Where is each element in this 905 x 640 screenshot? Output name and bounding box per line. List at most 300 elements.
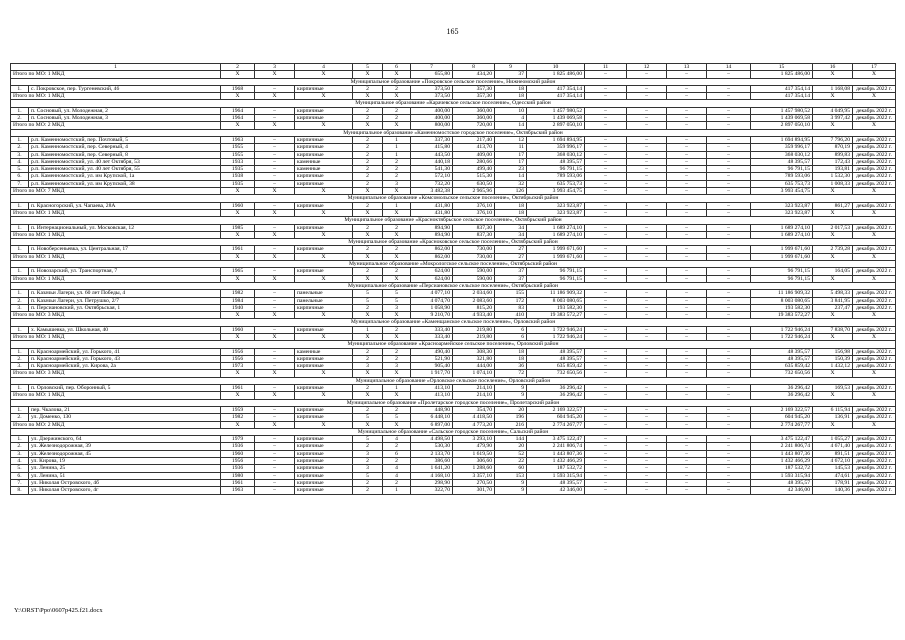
data-cell: 7 838,70 xyxy=(813,326,853,333)
data-cell: – xyxy=(585,268,627,275)
total-cell: 4 933,40 xyxy=(453,312,495,319)
total-cell: X xyxy=(383,253,411,260)
total-cell: X xyxy=(255,231,295,238)
data-cell: 2 xyxy=(353,268,383,275)
data-cell: 337,30 xyxy=(411,136,453,143)
row-number: 1. xyxy=(11,436,29,443)
row-number: 5. xyxy=(11,465,29,472)
data-cell: – xyxy=(255,268,295,275)
table-row xyxy=(11,224,896,231)
data-cell: 1961 xyxy=(221,385,255,392)
data-cell: – xyxy=(255,166,295,173)
data-cell: 2 xyxy=(353,487,383,494)
total-cell: X xyxy=(383,312,411,319)
address-cell: ул. Кирова, 19 xyxy=(29,458,221,465)
data-cell: 1960 xyxy=(221,202,255,209)
data-cell: 9 xyxy=(495,385,527,392)
data-cell: 42 346,00 xyxy=(751,487,813,494)
table-row xyxy=(11,158,896,165)
data-cell: 354,70 xyxy=(453,406,495,413)
data-cell: – xyxy=(707,85,751,92)
total-cell: – xyxy=(585,253,627,260)
table-row xyxy=(11,406,896,413)
data-cell: 34 xyxy=(495,224,527,231)
data-cell: – xyxy=(255,246,295,253)
total-cell: 6 897,00 xyxy=(411,421,453,428)
row-number: 1. xyxy=(11,107,29,114)
data-cell: – xyxy=(667,326,707,333)
data-cell: 6 115,94 xyxy=(813,406,853,413)
table-row xyxy=(11,115,896,122)
total-cell: – xyxy=(667,253,707,260)
total-cell: – xyxy=(667,122,707,129)
total-cell: – xyxy=(585,188,627,195)
data-cell: – xyxy=(667,290,707,297)
data-cell: 164,05 xyxy=(813,268,853,275)
data-cell: 3 xyxy=(353,363,383,370)
row-number: 7. xyxy=(11,479,29,486)
data-cell: – xyxy=(667,487,707,494)
data-cell: 2 017,53 xyxy=(813,224,853,231)
data-cell: 3 xyxy=(353,465,383,472)
data-cell: декабрь 2022 г. xyxy=(853,443,896,450)
data-cell: 1933 xyxy=(221,158,255,165)
total-cell: X xyxy=(255,392,295,399)
data-cell: 521,90 xyxy=(411,355,453,362)
data-cell: 1955 xyxy=(221,151,255,158)
data-cell: 837,30 xyxy=(453,224,495,231)
data-cell: – xyxy=(255,115,295,122)
total-cell: – xyxy=(627,122,667,129)
total-cell: 3 993 454,75 xyxy=(751,188,813,195)
data-cell: 572,10 xyxy=(411,173,453,180)
data-cell: – xyxy=(585,465,627,472)
data-cell: 413,70 xyxy=(453,144,495,151)
total-cell: 894,90 xyxy=(411,231,453,238)
data-cell: 635 859,42 xyxy=(751,363,813,370)
data-cell: 474,61 xyxy=(813,472,853,479)
data-cell: – xyxy=(707,436,751,443)
data-cell: – xyxy=(627,180,667,187)
data-cell: 2 xyxy=(353,224,383,231)
data-cell: – xyxy=(627,414,667,421)
column-number: 16 xyxy=(813,64,853,71)
total-cell: 19 383 572,27 xyxy=(751,312,813,319)
data-cell: 52 xyxy=(495,450,527,457)
data-cell: 2 xyxy=(383,173,411,180)
data-cell: – xyxy=(707,224,751,231)
total-cell: X xyxy=(853,122,896,129)
total-cell: – xyxy=(627,231,667,238)
data-cell: – xyxy=(255,355,295,362)
total-cell: X xyxy=(383,93,411,100)
total-cell: X xyxy=(383,209,411,216)
row-number: 7. xyxy=(11,180,29,187)
data-cell: 5 xyxy=(353,472,383,479)
total-row xyxy=(11,253,896,260)
total-cell: 19 383 572,27 xyxy=(527,312,585,319)
total-cell: – xyxy=(627,71,667,78)
data-cell: 3 475 122,47 xyxy=(527,436,585,443)
data-cell: 2 xyxy=(353,202,383,209)
data-cell: 193 582,30 xyxy=(527,304,585,311)
data-cell: – xyxy=(667,268,707,275)
data-cell: – xyxy=(255,487,295,494)
section-row xyxy=(11,341,896,348)
data-cell: 2 xyxy=(383,443,411,450)
footer-file-path: Y:\ORST\Ppo\0607p425.f21.docx xyxy=(14,607,103,614)
row-number: 5. xyxy=(11,166,29,173)
total-cell: 3 482,38 xyxy=(411,188,453,195)
data-cell: декабрь 2022 г. xyxy=(853,472,896,479)
data-cell: 6 448,10 xyxy=(411,414,453,421)
total-cell: 1 825 486,00 xyxy=(527,71,585,78)
total-cell: X xyxy=(813,188,853,195)
data-cell: 376,10 xyxy=(453,202,495,209)
table-row xyxy=(11,472,896,479)
table-row xyxy=(11,348,896,355)
data-cell: декабрь 2022 г. xyxy=(853,304,896,311)
data-cell: 1940 xyxy=(221,304,255,311)
data-cell: кирпичные xyxy=(295,180,353,187)
data-cell: 156,98 xyxy=(813,348,853,355)
data-cell: 150,39 xyxy=(813,355,853,362)
data-cell: 1 457 980,52 xyxy=(527,107,585,114)
data-cell: 2 241 806,74 xyxy=(751,443,813,450)
data-cell: декабрь 2022 г. xyxy=(853,326,896,333)
total-cell: – xyxy=(627,93,667,100)
data-cell: 1 443 807,36 xyxy=(527,450,585,457)
total-cell: X xyxy=(853,71,896,78)
data-cell: 2 xyxy=(353,166,383,173)
row-number: 2. xyxy=(11,355,29,362)
data-cell: – xyxy=(627,136,667,143)
total-cell: – xyxy=(667,312,707,319)
data-cell: – xyxy=(707,458,751,465)
data-cell: 6 xyxy=(383,450,411,457)
total-cell: – xyxy=(667,231,707,238)
total-row xyxy=(11,392,896,399)
section-row xyxy=(11,78,896,85)
row-number: 1. xyxy=(11,268,29,275)
total-cell: X xyxy=(383,188,411,195)
section-row xyxy=(11,282,896,289)
data-cell: 1980 xyxy=(221,472,255,479)
total-cell: – xyxy=(585,392,627,399)
data-cell: 360,00 xyxy=(453,115,495,122)
total-cell: X xyxy=(353,71,383,78)
data-cell: 2 xyxy=(383,246,411,253)
data-cell: 2 xyxy=(353,180,383,187)
data-cell: – xyxy=(585,297,627,304)
data-cell: 1956 xyxy=(221,458,255,465)
data-cell: – xyxy=(707,246,751,253)
total-cell: – xyxy=(627,392,667,399)
data-cell: 5 xyxy=(383,290,411,297)
total-cell: – xyxy=(627,188,667,195)
data-cell: – xyxy=(585,173,627,180)
data-cell: – xyxy=(667,385,707,392)
data-cell: 490,40 xyxy=(411,348,453,355)
address-cell: ул. Железнодорожная, 39 xyxy=(29,443,221,450)
total-cell: X xyxy=(295,209,353,216)
data-cell: – xyxy=(255,406,295,413)
data-cell: – xyxy=(627,166,667,173)
data-cell: 2 xyxy=(383,406,411,413)
total-cell: X xyxy=(221,231,255,238)
data-cell: 590,00 xyxy=(453,268,495,275)
row-number: 1. xyxy=(11,136,29,143)
total-cell: 2 897 050,10 xyxy=(751,122,813,129)
data-cell: 635 859,42 xyxy=(527,363,585,370)
data-cell: – xyxy=(585,246,627,253)
total-cell: 96 791,15 xyxy=(527,275,585,282)
data-cell: 18 xyxy=(495,202,527,209)
total-cell: – xyxy=(667,392,707,399)
data-cell: 5 xyxy=(353,414,383,421)
data-cell: декабрь 2022 г. xyxy=(853,166,896,173)
data-cell: декабрь 2022 г. xyxy=(853,355,896,362)
data-cell: 5 xyxy=(353,297,383,304)
data-cell: кирпичные xyxy=(295,363,353,370)
data-cell: – xyxy=(627,158,667,165)
row-number: 2. xyxy=(11,297,29,304)
data-cell: – xyxy=(585,458,627,465)
data-cell: 1 689 274,10 xyxy=(751,224,813,231)
data-cell: 172,43 xyxy=(813,158,853,165)
data-cell: 280,66 xyxy=(453,158,495,165)
data-cell: 308,30 xyxy=(453,348,495,355)
total-cell: 323 923,87 xyxy=(527,209,585,216)
table-row xyxy=(11,173,896,180)
total-cell: 732 650,56 xyxy=(751,370,813,377)
total-cell: X xyxy=(221,71,255,78)
table-row xyxy=(11,180,896,187)
data-cell: 1935 xyxy=(221,180,255,187)
row-number: 6. xyxy=(11,173,29,180)
data-cell: 373,50 xyxy=(411,85,453,92)
total-cell: 2 965,96 xyxy=(453,188,495,195)
data-cell: – xyxy=(667,479,707,486)
total-cell: 2 774 267,77 xyxy=(527,421,585,428)
data-cell: 9 xyxy=(495,479,527,486)
section-title: Муниципальное образование «Красноармейское сельское поселение», Орловский район xyxy=(11,341,896,348)
data-cell: 2 xyxy=(353,443,383,450)
data-cell: 1 xyxy=(383,144,411,151)
total-cell: 1 825 486,00 xyxy=(751,71,813,78)
table-row xyxy=(11,436,896,443)
data-cell: 196 xyxy=(495,414,527,421)
row-number: 8. xyxy=(11,487,29,494)
data-cell: 6 xyxy=(495,326,527,333)
total-cell: 730,00 xyxy=(453,253,495,260)
data-cell: 2 xyxy=(353,406,383,413)
data-cell: 1960 xyxy=(221,326,255,333)
data-cell: 630,50 xyxy=(453,180,495,187)
total-cell: 417 354,14 xyxy=(751,93,813,100)
data-cell: – xyxy=(627,450,667,457)
section-row xyxy=(11,261,896,268)
data-cell: 1 722 946,24 xyxy=(527,326,585,333)
table-row xyxy=(11,166,896,173)
total-cell: X xyxy=(295,122,353,129)
data-cell: 140,36 xyxy=(813,487,853,494)
data-cell: – xyxy=(707,487,751,494)
data-cell: декабрь 2022 г. xyxy=(853,151,896,158)
table-row xyxy=(11,326,896,333)
data-cell: – xyxy=(255,158,295,165)
total-label: Итого по МО: 1 МКД xyxy=(11,275,221,282)
data-cell: 2 083,60 xyxy=(453,297,495,304)
data-cell: 3 475 122,47 xyxy=(751,436,813,443)
data-cell: – xyxy=(667,85,707,92)
data-cell: – xyxy=(667,144,707,151)
total-cell: X xyxy=(255,122,295,129)
data-cell: 2 241 806,74 xyxy=(527,443,585,450)
data-cell: 368 030,12 xyxy=(527,151,585,158)
table-row xyxy=(11,414,896,421)
address-cell: ул. Николая Островского, 4г xyxy=(29,487,221,494)
total-cell: – xyxy=(667,93,707,100)
table-row xyxy=(11,443,896,450)
data-cell: – xyxy=(585,479,627,486)
row-number: 1. xyxy=(11,85,29,92)
data-cell: 2 xyxy=(353,348,383,355)
data-cell: – xyxy=(585,348,627,355)
data-cell: – xyxy=(667,450,707,457)
column-number: 5 xyxy=(353,64,383,71)
data-cell: 193,81 xyxy=(813,166,853,173)
data-cell: 155 xyxy=(495,290,527,297)
data-cell: 2 xyxy=(383,85,411,92)
column-number: 12 xyxy=(627,64,667,71)
data-cell: – xyxy=(667,297,707,304)
data-cell: – xyxy=(627,458,667,465)
data-cell: 479,90 xyxy=(453,443,495,450)
total-cell: 732 650,56 xyxy=(527,370,585,377)
data-cell: 1985 xyxy=(221,224,255,231)
total-cell: 4 773,20 xyxy=(453,421,495,428)
data-cell: 22 xyxy=(495,458,527,465)
data-cell: 2 xyxy=(353,107,383,114)
data-cell: 2 xyxy=(383,158,411,165)
data-cell: 1964 xyxy=(221,115,255,122)
total-cell: X xyxy=(353,231,383,238)
data-cell: 144 xyxy=(495,436,527,443)
data-cell: 1964 xyxy=(221,107,255,114)
data-cell: 187 532,72 xyxy=(527,465,585,472)
data-cell: 2 xyxy=(353,144,383,151)
data-cell: – xyxy=(627,406,667,413)
address-cell: р.п. Каменномостский, пер. Северный, 4 xyxy=(29,144,221,151)
data-cell: – xyxy=(255,458,295,465)
data-cell: 11 186 909,32 xyxy=(751,290,813,297)
data-cell: – xyxy=(627,224,667,231)
total-cell: 417 354,14 xyxy=(527,93,585,100)
total-cell: 2 897 050,10 xyxy=(527,122,585,129)
address-cell: п. Красноармейский, ул. Горького, 41 xyxy=(29,348,221,355)
data-cell: 11 186 909,32 xyxy=(527,290,585,297)
data-cell: – xyxy=(707,268,751,275)
total-cell: X xyxy=(295,188,353,195)
row-number: 1. xyxy=(11,385,29,392)
total-cell: 333,40 xyxy=(411,333,453,340)
address-cell: п. Орловский, пер. Оборонный, 5 xyxy=(29,385,221,392)
total-cell: X xyxy=(853,370,896,377)
table-row xyxy=(11,479,896,486)
total-cell: X xyxy=(221,275,255,282)
address-cell: п. Казачьи Лагери, ул. Петрушко, 2/7 xyxy=(29,297,221,304)
section-row xyxy=(11,319,896,326)
data-cell: 359 996,17 xyxy=(527,144,585,151)
total-cell: 410 xyxy=(495,312,527,319)
column-number: 2 xyxy=(221,64,255,71)
total-cell: – xyxy=(585,333,627,340)
table-row xyxy=(11,465,896,472)
total-cell: X xyxy=(353,253,383,260)
data-cell: 96 791,15 xyxy=(751,166,813,173)
data-cell: 400,00 xyxy=(411,115,453,122)
address-cell: п. Красноармейский, ул. Кирова, 2а xyxy=(29,363,221,370)
address-cell: п. Новоберсеньевка, ул. Центральная, 17 xyxy=(29,246,221,253)
data-cell: 1 432 466,29 xyxy=(751,458,813,465)
data-cell: 96 791,15 xyxy=(527,268,585,275)
data-cell: – xyxy=(585,406,627,413)
table-row xyxy=(11,202,896,209)
data-cell: – xyxy=(255,414,295,421)
data-cell: 2 xyxy=(383,224,411,231)
data-cell: 1 593 315,94 xyxy=(751,472,813,479)
address-cell: п. Интернациональный, ул. Московская, 12 xyxy=(29,224,221,231)
total-cell: X xyxy=(295,312,353,319)
data-cell: 8 003 080,65 xyxy=(751,297,813,304)
row-number: 3. xyxy=(11,151,29,158)
total-cell: 9 210,70 xyxy=(411,312,453,319)
data-cell: 905,40 xyxy=(411,363,453,370)
data-cell: 8 003 080,65 xyxy=(527,297,585,304)
data-cell: 20 xyxy=(495,443,527,450)
data-cell: 815,20 xyxy=(453,304,495,311)
data-cell: – xyxy=(585,385,627,392)
total-cell: X xyxy=(221,93,255,100)
data-cell: 1963 xyxy=(221,136,255,143)
data-cell: 193 582,30 xyxy=(751,304,813,311)
data-cell: 415,80 xyxy=(411,144,453,151)
data-cell: – xyxy=(707,290,751,297)
total-cell: – xyxy=(585,421,627,428)
data-cell: 1 xyxy=(353,326,383,333)
data-cell: – xyxy=(627,436,667,443)
data-cell: кирпичные xyxy=(295,479,353,486)
data-cell: 333,40 xyxy=(411,326,453,333)
data-cell: – xyxy=(255,472,295,479)
total-cell: X xyxy=(813,392,853,399)
total-cell: X xyxy=(813,231,853,238)
data-cell: 2 xyxy=(353,304,383,311)
data-cell: 214,10 xyxy=(453,385,495,392)
row-number: 1. xyxy=(11,406,29,413)
housing-repair-table xyxy=(10,63,896,495)
data-cell: – xyxy=(627,144,667,151)
data-cell: – xyxy=(667,406,707,413)
data-cell: 96 791,15 xyxy=(751,268,813,275)
address-cell: п. Сосновый, ул. Молодежная, 3 xyxy=(29,115,221,122)
data-cell: 2 xyxy=(383,268,411,275)
data-cell: декабрь 2022 г. xyxy=(853,414,896,421)
total-cell: X xyxy=(813,253,853,260)
total-cell: – xyxy=(585,71,627,78)
data-cell: 306,60 xyxy=(453,458,495,465)
